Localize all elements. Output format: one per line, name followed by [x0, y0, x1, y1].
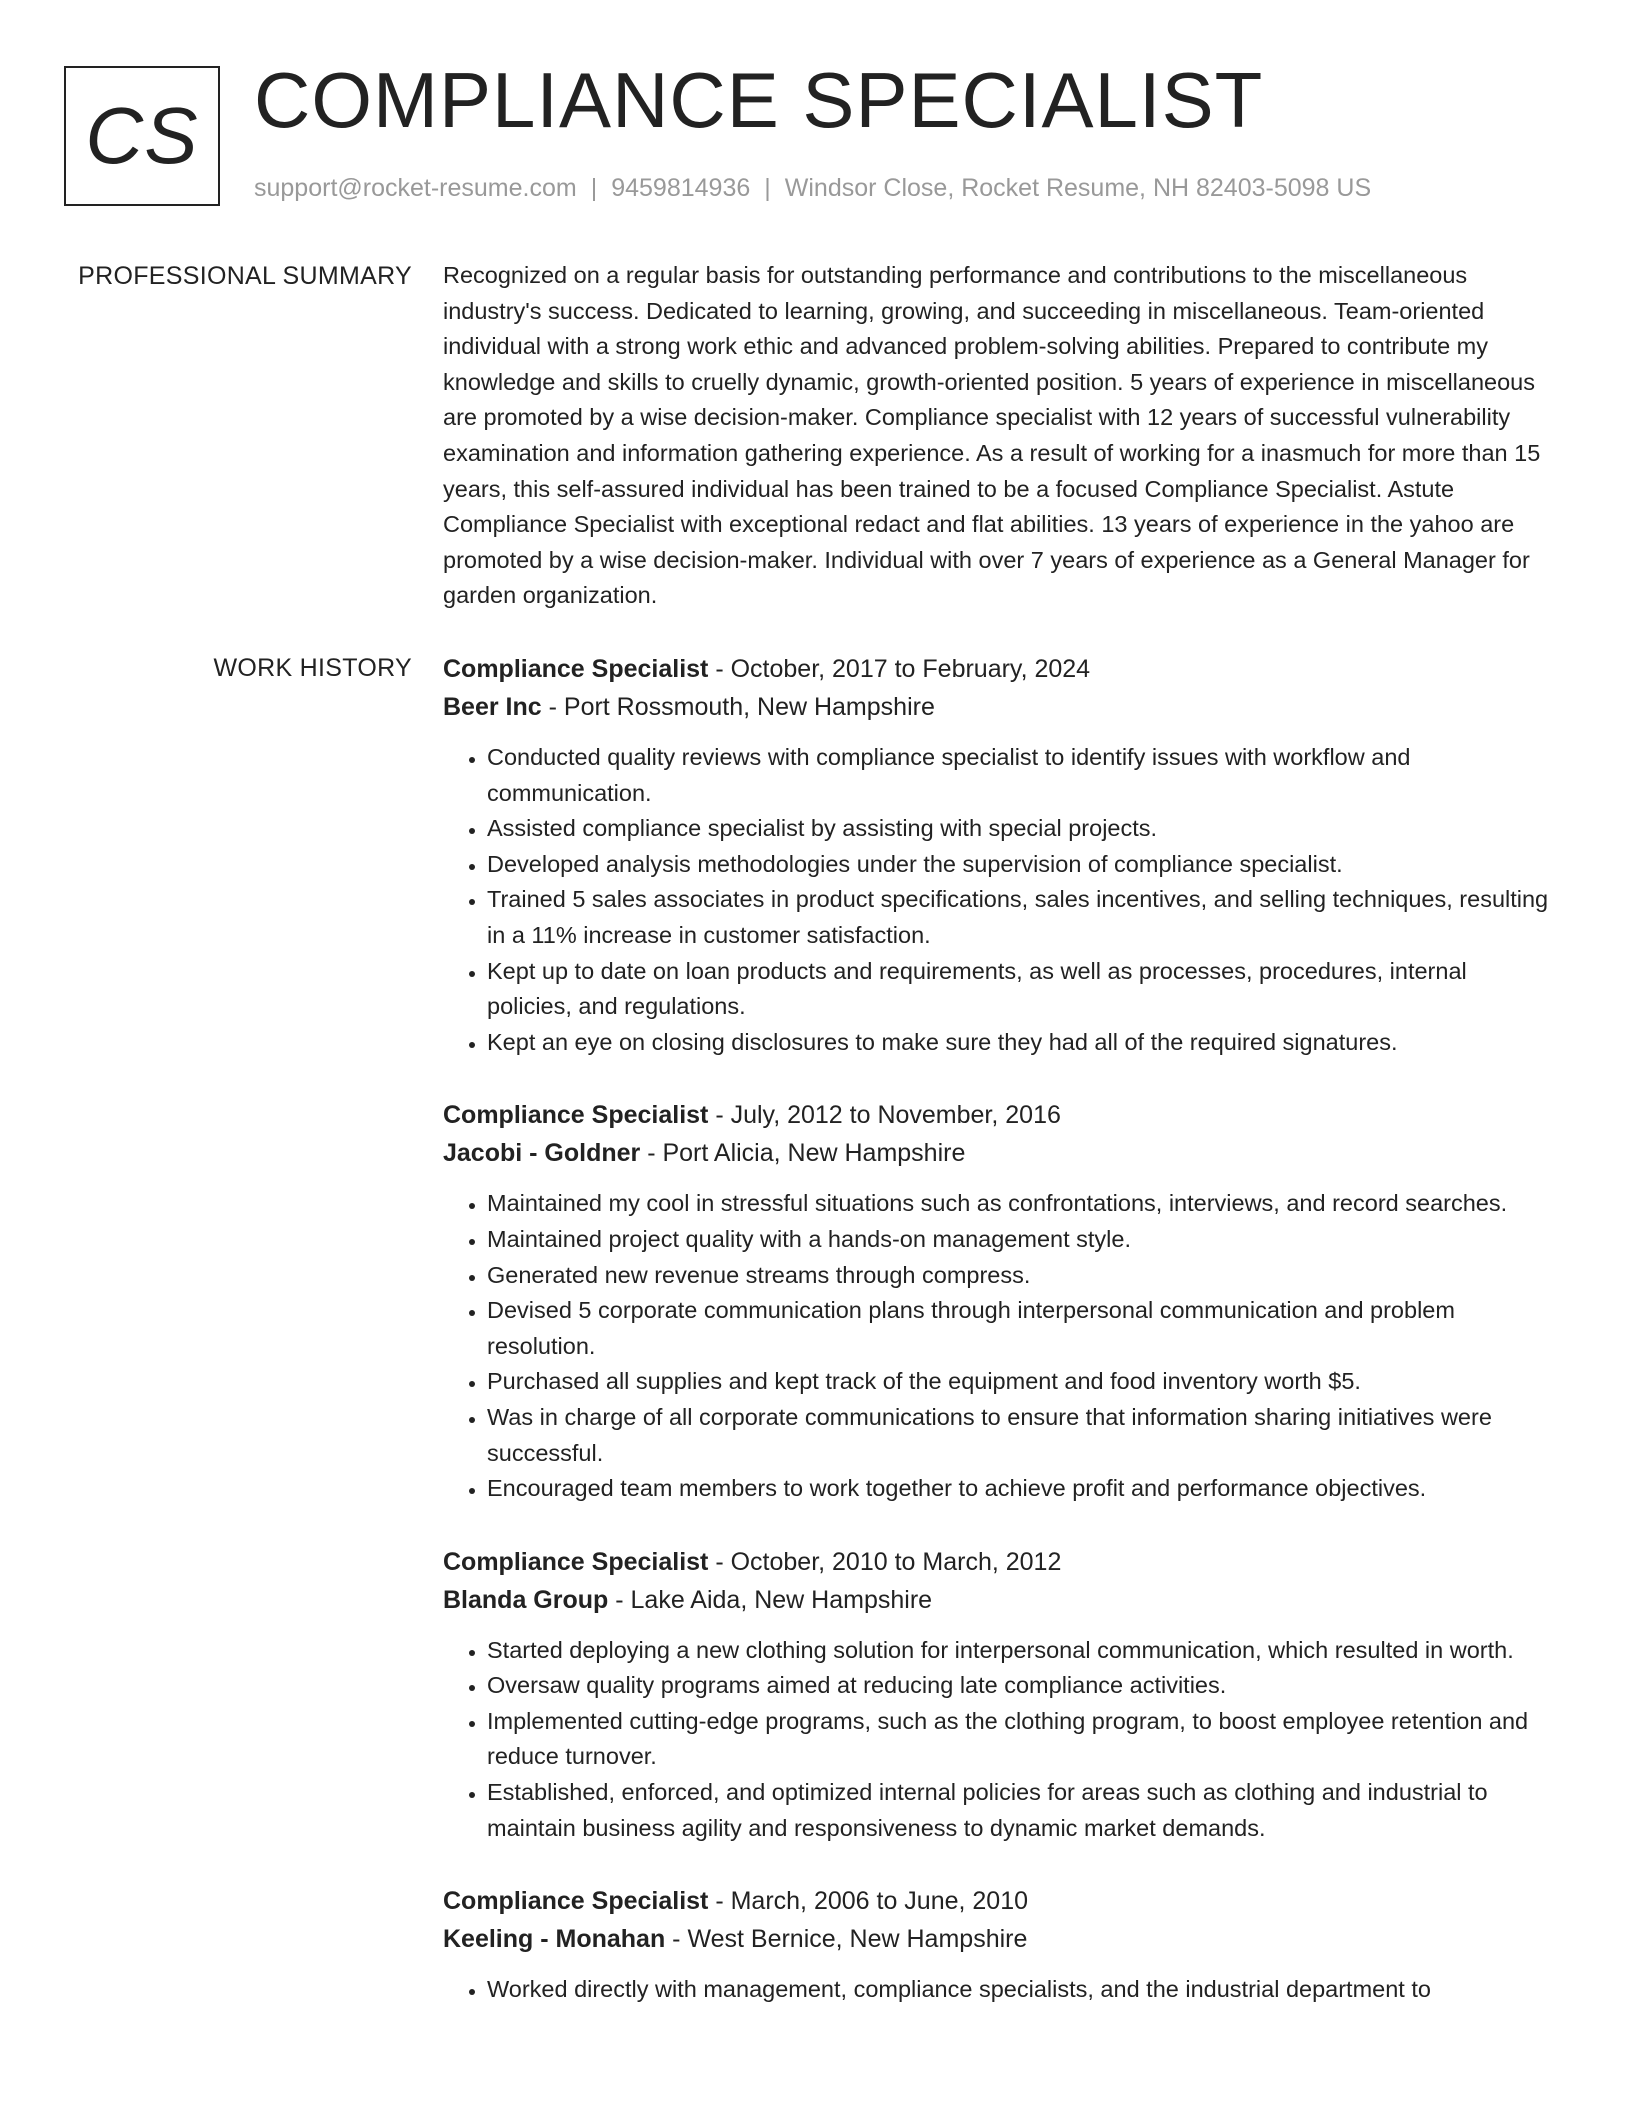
- job-title-line: [443, 1543, 1555, 1581]
- contact-email: support@rocket-resume.com: [254, 174, 577, 202]
- job-bullet: • Generated new revenue streams through compress.: [487, 1258, 1555, 1294]
- summary-heading: PROFESSIONAL SUMMARY: [78, 262, 412, 290]
- job-dates: - March, 2006 to June, 2010: [708, 1887, 1029, 1916]
- job-location: - Port Rossmouth, New Hampshire: [541, 693, 935, 721]
- job-dates: - October, 2017 to February, 2024: [708, 655, 1091, 683]
- job-dates: - October, 2010 to March, 2012: [708, 1547, 1062, 1576]
- job-bullet: • Assisted compliance specialist by assisting with special projects.: [487, 811, 1555, 847]
- job-bullet: • Kept up to date on loan products and requirements, as well as processes, procedures, internal policies, and regulations.: [487, 954, 1555, 1025]
- contact-phone: 9459814936: [611, 174, 751, 202]
- job-company: Jacobi - Goldner: [443, 1139, 641, 1168]
- job-bullet: • Purchased all supplies and kept track of the equipment and food inventory worth $5.: [487, 1364, 1555, 1400]
- job-company: Beer Inc: [443, 693, 542, 721]
- job-company-line: [443, 1920, 1555, 1958]
- job-title-line: [443, 1096, 1555, 1134]
- job-company-line: [443, 688, 1555, 726]
- contact-line: [254, 174, 1371, 203]
- job-bullet: • Encouraged team members to work together to achieve profit and performance objectives.: [487, 1471, 1555, 1507]
- job-bullet: • Implemented cutting-edge programs, such as the clothing program, to boost employee retention and reduce turnover.: [487, 1704, 1555, 1775]
- job-bullets: [443, 1972, 1555, 2008]
- contact-address: Windsor Close, Rocket Resume, NH 82403-5098 US: [784, 174, 1372, 202]
- job-title: Compliance Specialist: [443, 1101, 709, 1130]
- job-entry: [443, 1096, 1555, 1506]
- job-bullet: • Started deploying a new clothing solution for interpersonal communication, which resulted in worth.: [487, 1633, 1555, 1669]
- job-location: - Port Alicia, New Hampshire: [640, 1139, 966, 1168]
- job-company: Keeling - Monahan: [443, 1925, 666, 1954]
- job-location: - West Bernice, New Hampshire: [665, 1925, 1028, 1954]
- job-dates: - July, 2012 to November, 2016: [708, 1101, 1061, 1130]
- summary-text: Recognized on a regular basis for outstanding performance and contributions to the miscellaneous industry's success. Dedicated to learning, growing, and succeeding in miscellaneous. Team-oriented individual with a strong work ethic and advanced problem-solving abilities. Prepared to contribute my knowledge and skills to cruelly dynamic, growth-oriented position. 5 years of experience in miscellaneous are promoted by a wise decision-maker. Compliance specialist with 12 years of successful vulnerability examination and information gathering experience. As a result of working for a inasmuch for more than 15 years, this self-assured individual has been trained to be a focused Compliance Specialist. Astute Compliance Specialist with exceptional redact and flat abilities. 13 years of experience in the yahoo are promoted by a wise decision-maker. Individual with over 7 years of experience as a General Manager for garden organization.: [443, 262, 1541, 609]
- job-bullet: • Established, enforced, and optimized internal policies for areas such as clothing and industrial to maintain business agility and responsiveness to dynamic market demands.: [487, 1775, 1555, 1846]
- job-company-line: [443, 1581, 1555, 1619]
- job-bullet: • Kept an eye on closing disclosures to make sure they had all of the required signatures.: [487, 1025, 1555, 1061]
- job-list: [443, 650, 1555, 2044]
- job-title: Compliance Specialist: [443, 1547, 709, 1576]
- contact-separator: |: [764, 174, 771, 202]
- job-bullet: • Maintained project quality with a hands-on management style.: [487, 1222, 1555, 1258]
- job-bullet: • Was in charge of all corporate communications to ensure that information sharing initiatives were successful.: [487, 1400, 1555, 1471]
- job-company-line: [443, 1134, 1555, 1172]
- job-entry: [443, 650, 1555, 1060]
- job-company: Blanda Group: [443, 1585, 609, 1614]
- job-bullet: • Trained 5 sales associates in product specifications, sales incentives, and selling techniques, resulting in a 11% increase in customer satisfaction.: [487, 882, 1555, 953]
- work-history-heading: WORK HISTORY: [213, 654, 412, 682]
- job-title: Compliance Specialist: [443, 1887, 709, 1916]
- job-entry: [443, 1882, 1555, 2008]
- job-bullet: • Devised 5 corporate communication plans through interpersonal communication and problem resolution.: [487, 1293, 1555, 1364]
- job-bullet: • Conducted quality reviews with compliance specialist to identify issues with workflow and communication.: [487, 740, 1555, 811]
- job-location: - Lake Aida, New Hampshire: [608, 1585, 933, 1614]
- job-entry: [443, 1543, 1555, 1847]
- job-bullets: [443, 1633, 1555, 1847]
- job-title-line: [443, 1882, 1555, 1920]
- page-title: COMPLIANCE SPECIALIST: [254, 56, 1264, 144]
- job-bullets: [443, 1186, 1555, 1506]
- monogram-initials: CS: [64, 66, 220, 206]
- contact-separator: |: [590, 174, 598, 202]
- job-title: Compliance Specialist: [443, 655, 709, 683]
- job-bullets: [443, 740, 1555, 1060]
- job-title-line: [443, 650, 1555, 688]
- job-bullet: • Maintained my cool in stressful situations such as confrontations, interviews, and record searches.: [487, 1186, 1555, 1222]
- job-bullet: • Worked directly with management, compliance specialists, and the industrial department to: [487, 1972, 1555, 2008]
- job-bullet: • Developed analysis methodologies under the supervision of compliance specialist.: [487, 847, 1555, 883]
- job-bullet: • Oversaw quality programs aimed at reducing late compliance activities.: [487, 1668, 1555, 1704]
